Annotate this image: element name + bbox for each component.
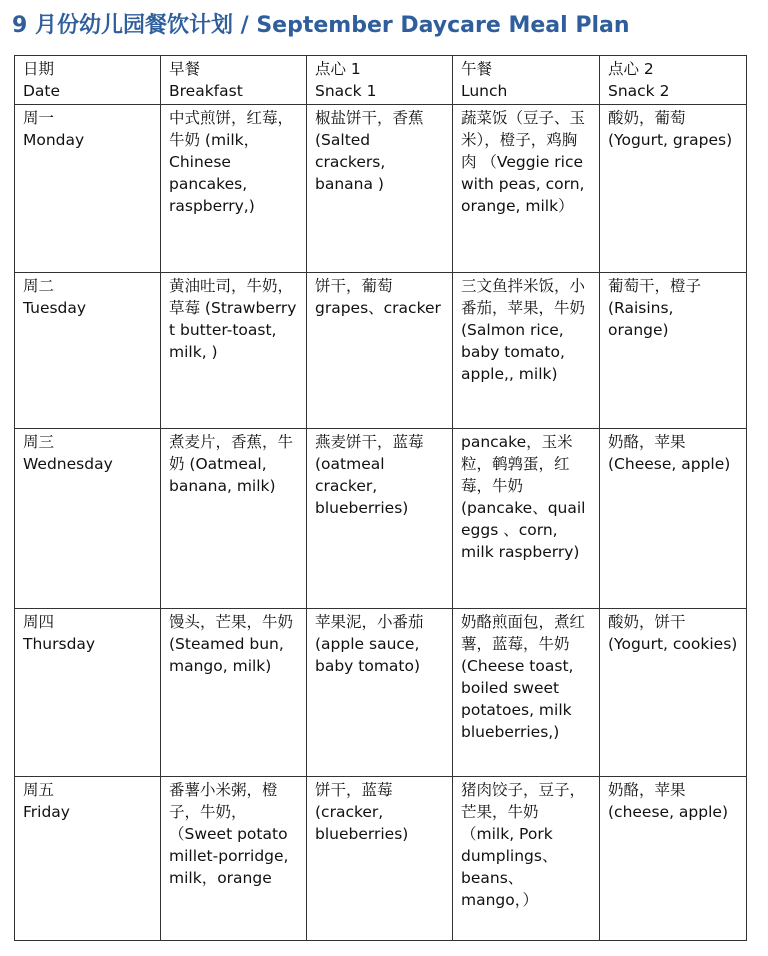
header-date: 日期 Date — [15, 56, 161, 105]
day-cell: 周五 Friday — [15, 777, 161, 941]
lunch-cell: 蔬菜饭（豆子、玉米），橙子，鸡胸肉 （Veggie rice with peas, corn, orange, milk） — [453, 105, 600, 273]
table-row-thursday — [15, 609, 747, 777]
snack2-cell: 酸奶，饼干 (Yogurt, cookies) — [600, 609, 747, 777]
header-row — [15, 56, 747, 105]
day-cell: 周二 Tuesday — [15, 273, 161, 429]
lunch-cell: 猪肉饺子，豆子，芒果，牛奶（milk, Pork dumplings、beans、mango，） — [453, 777, 600, 941]
header-breakfast: 早餐 Breakfast — [161, 56, 307, 105]
table-row-wednesday — [15, 429, 747, 609]
day-cell: 周一 Monday — [15, 105, 161, 273]
breakfast-cell: 煮麦片，香蕉，牛奶 (Oatmeal, banana, milk) — [161, 429, 307, 609]
snack1-cell: 燕麦饼干，蓝莓 (oatmeal cracker, blueberries) — [307, 429, 453, 609]
header-lunch: 午餐 Lunch — [453, 56, 600, 105]
snack1-cell: 饼干，葡萄 grapes、cracker — [307, 273, 453, 429]
table-row-tuesday — [15, 273, 747, 429]
meal-plan-table — [14, 55, 747, 941]
snack1-cell: 椒盐饼干，香蕉 (Salted crackers, banana ) — [307, 105, 453, 273]
breakfast-cell: 馒头，芒果，牛奶 (Steamed bun, mango, milk) — [161, 609, 307, 777]
breakfast-cell: 中式煎饼，红莓，牛奶 (milk，Chinese pancakes, raspberry,) — [161, 105, 307, 273]
table-row-friday — [15, 777, 747, 941]
lunch-cell: 奶酪煎面包，煮红薯，蓝莓，牛奶 (Cheese toast, boiled sweet potatoes, milk blueberries,) — [453, 609, 600, 777]
snack2-cell: 酸奶，葡萄 (Yogurt, grapes) — [600, 105, 747, 273]
header-snack1: 点心 1 Snack 1 — [307, 56, 453, 105]
lunch-cell: 三文鱼拌米饭，小番茄，苹果，牛奶 (Salmon rice, baby tomato, apple,, milk) — [453, 273, 600, 429]
page-title: 9 月份幼儿园餐饮计划 / September Daycare Meal Plan — [12, 13, 630, 38]
snack2-cell: 葡萄干，橙子 (Raisins, orange) — [600, 273, 747, 429]
breakfast-cell: 黄油吐司，牛奶，草莓 (Strawberry t butter-toast, milk, ) — [161, 273, 307, 429]
table-row-monday — [15, 105, 747, 273]
day-cell: 周四 Thursday — [15, 609, 161, 777]
lunch-cell: pancake，玉米粒，鹌鹑蛋，红莓，牛奶 (pancake、quail eggs 、corn, milk raspberry) — [453, 429, 600, 609]
snack1-cell: 饼干，蓝莓 (cracker, blueberries) — [307, 777, 453, 941]
snack2-cell: 奶酪，苹果 (cheese, apple) — [600, 777, 747, 941]
snack1-cell: 苹果泥，小番茄 (apple sauce, baby tomato) — [307, 609, 453, 777]
header-snack2: 点心 2 Snack 2 — [600, 56, 747, 105]
breakfast-cell: 番薯小米粥，橙子，牛奶，（Sweet potato millet-porridge, milk，orange — [161, 777, 307, 941]
day-cell: 周三 Wednesday — [15, 429, 161, 609]
snack2-cell: 奶酪，苹果 (Cheese, apple) — [600, 429, 747, 609]
